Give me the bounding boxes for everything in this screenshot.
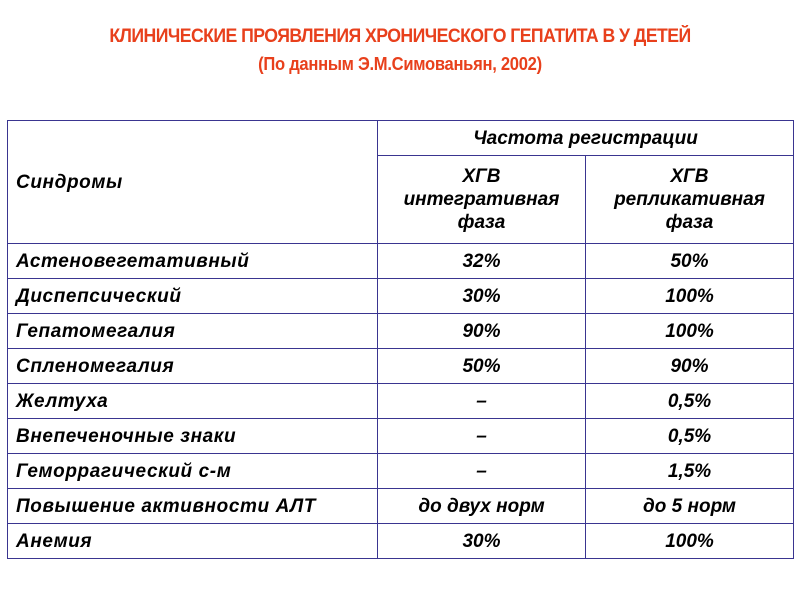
page-subtitle: (По данным Э.М.Симованьян, 2002) <box>258 54 542 74</box>
integrative-cell: 32% <box>378 244 586 279</box>
integrative-cell: 50% <box>378 349 586 384</box>
integrative-cell: – <box>378 454 586 489</box>
subheader-line: ХГВ <box>670 166 709 187</box>
header-frequency: Частота регистрации <box>378 121 794 156</box>
syndrome-cell: Гепатомегалия <box>8 314 378 349</box>
integrative-cell: до двух норм <box>378 489 586 524</box>
syndromes-table <box>7 120 794 559</box>
table-row <box>8 419 794 454</box>
page-title: КЛИНИЧЕСКИЕ ПРОЯВЛЕНИЯ ХРОНИЧЕСКОГО ГЕПАТИТА В У ДЕТЕЙ <box>109 26 691 47</box>
syndrome-cell: Внепеченочные знаки <box>8 419 378 454</box>
table-row <box>8 314 794 349</box>
replicative-cell: 0,5% <box>586 419 794 454</box>
integrative-cell: 90% <box>378 314 586 349</box>
subheader-line: репликативная <box>614 189 765 210</box>
replicative-cell: 100% <box>586 314 794 349</box>
integrative-cell: 30% <box>378 279 586 314</box>
replicative-cell: 0,5% <box>586 384 794 419</box>
header-integrative-phase <box>378 156 586 244</box>
integrative-cell: 30% <box>378 524 586 559</box>
table-row <box>8 384 794 419</box>
header-syndromes: Синдромы <box>8 121 378 244</box>
syndrome-cell: Геморрагический с-м <box>8 454 378 489</box>
subheader-line: фаза <box>457 212 506 233</box>
syndrome-cell: Анемия <box>8 524 378 559</box>
subheader-line: интегративная <box>403 189 560 210</box>
integrative-cell: – <box>378 419 586 454</box>
table-header-row <box>8 121 794 156</box>
table-row <box>8 349 794 384</box>
syndrome-cell: Астеновегетативный <box>8 244 378 279</box>
syndrome-cell: Повышение активности АЛТ <box>8 489 378 524</box>
subheader-line: фаза <box>665 212 714 233</box>
replicative-cell: 100% <box>586 524 794 559</box>
replicative-cell: до 5 норм <box>586 489 794 524</box>
syndrome-cell: Диспепсический <box>8 279 378 314</box>
syndrome-cell: Спленомегалия <box>8 349 378 384</box>
table-row <box>8 489 794 524</box>
table-row <box>8 524 794 559</box>
syndrome-cell: Желтуха <box>8 384 378 419</box>
table-row <box>8 244 794 279</box>
header-replicative-phase <box>586 156 794 244</box>
integrative-cell: – <box>378 384 586 419</box>
replicative-cell: 100% <box>586 279 794 314</box>
replicative-cell: 1,5% <box>586 454 794 489</box>
table-row <box>8 454 794 489</box>
replicative-cell: 90% <box>586 349 794 384</box>
replicative-cell: 50% <box>586 244 794 279</box>
subheader-line: ХГВ <box>462 166 501 187</box>
table-row <box>8 279 794 314</box>
